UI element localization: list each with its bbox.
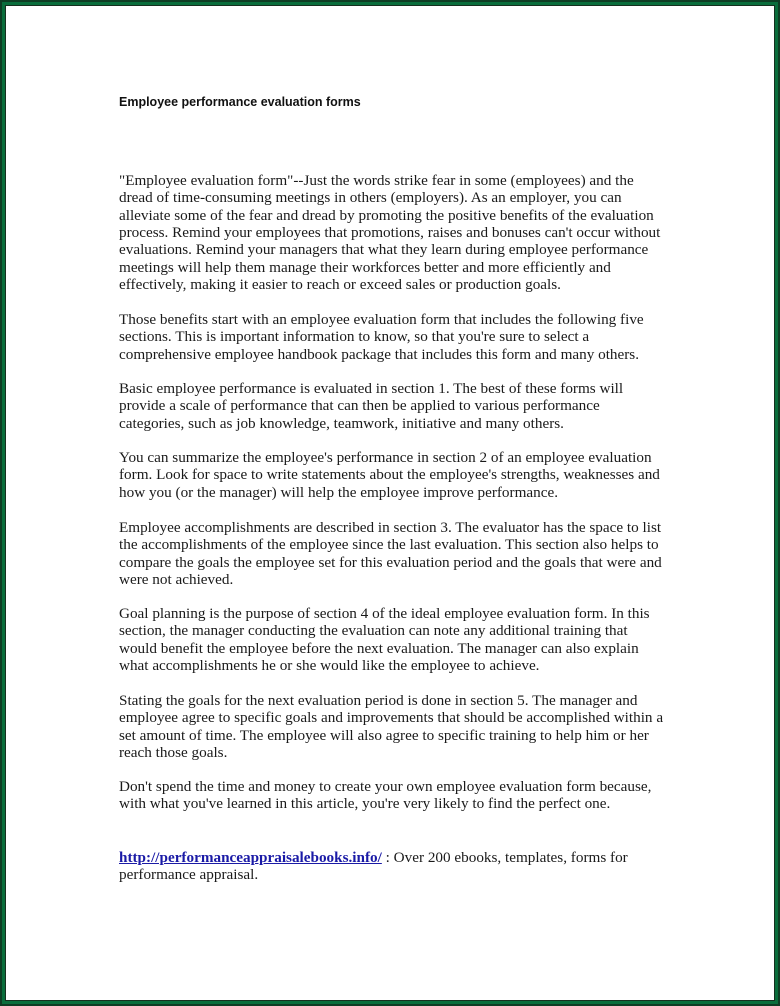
paragraph-line: Those benefits start with an employee evaluation form that includes the following five xyxy=(119,311,644,328)
paragraph-line: Stating the goals for the next evaluation period is done in section 5. The manager and xyxy=(119,692,638,709)
paragraph-line: the accomplishments of the employee since the last evaluation. This section also helps to xyxy=(119,536,659,554)
paragraph-line: Goal planning is the purpose of section 4 of the ideal employee evaluation form. In this xyxy=(119,605,650,622)
paragraph xyxy=(119,605,650,674)
footer-paragraph xyxy=(119,849,628,884)
paragraph-line: what accomplishments he or she would like the employee to achieve. xyxy=(119,657,540,675)
paragraph-line: evaluations. Remind your managers that what they learn during employee performance xyxy=(119,241,649,259)
paragraph xyxy=(119,778,651,813)
paragraph-line: employee agree to specific goals and improvements that should be accomplished within a xyxy=(119,709,664,727)
paragraph-line: how you (or the manager) will help the employee improve performance. xyxy=(119,483,559,501)
paragraph-line: set amount of time. The employee will also agree to specific training to help him or her xyxy=(119,726,649,744)
footer-text-line-2: performance appraisal. xyxy=(119,866,259,884)
paragraph-line: effectively, making it easier to reach or exceed sales or production goals. xyxy=(119,276,561,294)
paragraph xyxy=(119,519,662,588)
paragraph-line: compare the goals the employee set for this evaluation period and the goals that were and xyxy=(119,553,662,571)
paragraph xyxy=(119,449,660,501)
paragraph-line: "Employee evaluation form"--Just the words strike fear in some (employees) and the xyxy=(119,172,634,189)
paragraph-line: comprehensive employee handbook package that includes this form and many others. xyxy=(119,345,640,363)
paragraph-line: reach those goals. xyxy=(119,744,228,762)
footer-text: : Over 200 ebooks, templates, forms for xyxy=(381,849,628,866)
paragraph-line: Employee accomplishments are described in section 3. The evaluator has the space to list xyxy=(119,519,662,536)
paragraph xyxy=(119,692,663,761)
paragraph xyxy=(119,311,644,363)
paragraph-line: were not achieved. xyxy=(119,571,234,589)
paragraph-line: process. Remind your employees that promotions, raises and bonuses can't occur without xyxy=(119,224,661,242)
paragraph-line: categories, such as job knowledge, teamwork, initiative and many others. xyxy=(119,414,564,432)
paragraph xyxy=(119,172,660,293)
paragraph-line: Don't spend the time and money to create your own employee evaluation form because, xyxy=(119,778,652,795)
paragraph-line: would benefit the employee before the next evaluation. The manager can also explain xyxy=(119,639,639,657)
paragraph-line: section, the manager conducting the evaluation can note any additional training that xyxy=(119,622,628,640)
document-title: Employee performance evaluation forms xyxy=(119,95,361,109)
footer-link[interactable]: http://performanceappraisalebooks.info/ xyxy=(119,849,382,866)
paragraph-line: Basic employee performance is evaluated in section 1. The best of these forms will xyxy=(119,380,624,397)
paragraph-line: form. Look for space to write statements about the employee's strengths, weaknesses and xyxy=(119,466,660,484)
paragraph-line: sections. This is important information to know, so that you're sure to select a xyxy=(119,328,590,346)
paragraph-line: meetings will help them manage their workforces better and more efficiently and xyxy=(119,258,611,276)
paragraph-line: You can summarize the employee's performance in section 2 of an employee evaluation xyxy=(119,449,652,466)
paragraph-line: with what you've learned in this article, you're very likely to find the perfect one. xyxy=(119,795,611,813)
paragraph-line: dread of time-consuming meetings in others (employers). As an employer, you can xyxy=(119,189,622,207)
paragraph-line: provide a scale of performance that can then be applied to various performance xyxy=(119,397,600,415)
paragraph-line: alleviate some of the fear and dread by promoting the positive benefits of the evaluation xyxy=(119,206,654,224)
paragraph xyxy=(119,380,623,432)
